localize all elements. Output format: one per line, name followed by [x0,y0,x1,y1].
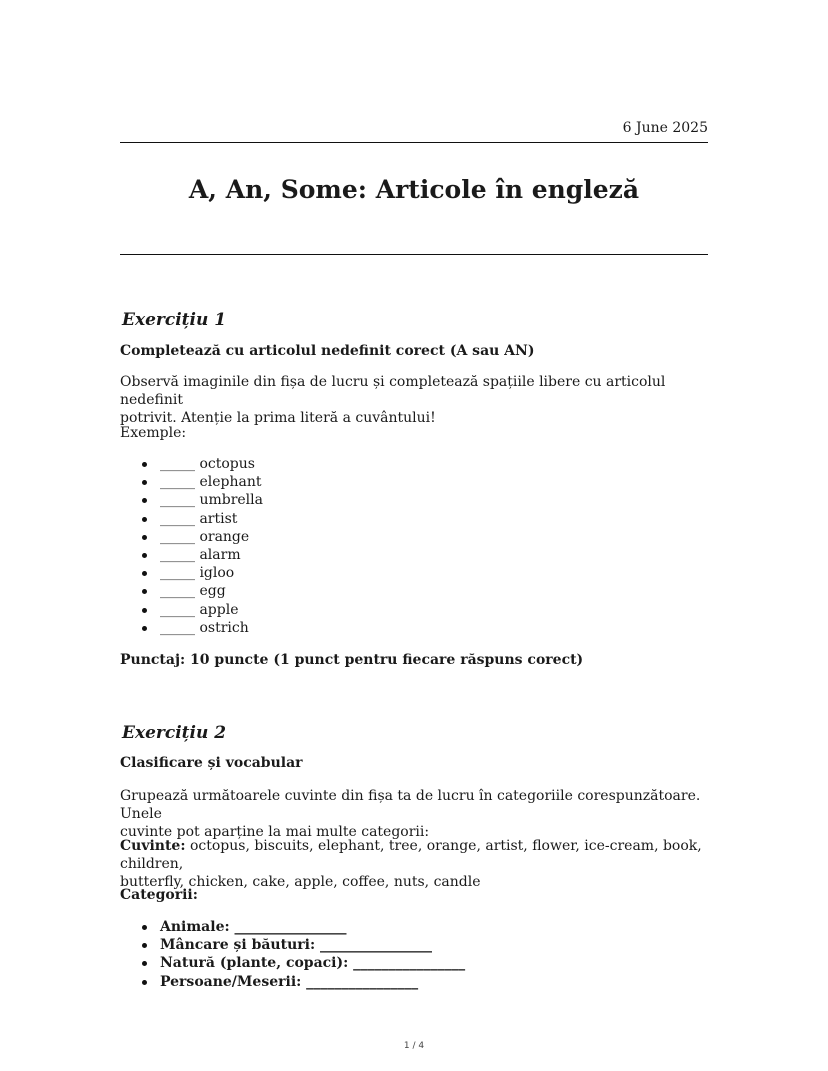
instruction-line: Grupează următoarele cuvinte din fișa ta de lucru în categoriile corespunzătoare. Unele [120,788,701,822]
list-item: _____ elephant [140,473,263,491]
exercise-1-instruction [120,373,708,427]
instruction-line: cuvinte pot aparține la mai multe categorii: [120,824,430,840]
exercise-2-subtitle: Clasificare și vocabular [120,755,303,771]
list-item: _____ alarm [140,546,263,564]
page-number: 1 / 4 [403,1041,425,1051]
list-item: _____ egg [140,582,263,600]
title-rule [120,254,708,255]
category-item: Natură (plante, copaci): ________________ [140,954,465,972]
words-label: Cuvinte: [120,838,186,854]
list-item: _____ artist [140,510,263,528]
exercise-1-subtitle: Completează cu articolul nedefinit corect (A sau AN) [120,343,535,359]
exercise-2-words [120,837,708,891]
list-item: _____ igloo [140,564,263,582]
words-line: butterfly, chicken, cake, apple, coffee, nuts, candle [120,874,481,890]
instruction-line: Observă imaginile din fișa de lucru și completează spațiile libere cu articolul nedefinit [120,374,666,408]
list-item: _____ umbrella [140,491,263,509]
list-item: _____ octopus [140,455,263,473]
list-item: _____ ostrich [140,619,263,637]
instruction-line: potrivit. Atenție la prima literă a cuvântului! [120,410,436,426]
list-item: _____ orange [140,528,263,546]
exercise-1-score: Punctaj: 10 puncte (1 punct pentru fiecare răspuns corect) [120,652,584,668]
exercise-2-heading: Exercițiu 2 [122,723,227,743]
categories-label: Categorii: [120,887,198,903]
category-item: Animale: ________________ [140,918,465,936]
header-rule [120,142,708,143]
categories-list [140,918,465,991]
list-item: _____ apple [140,601,263,619]
category-item: Mâncare și băuturi: ________________ [140,936,465,954]
document-date: 6 June 2025 [622,120,708,136]
words-line [120,837,708,873]
examples-label: Exemple: [120,425,187,441]
document-title: A, An, Some: Articole în engleză [188,175,640,204]
exercise-1-list [140,455,263,637]
exercise-1-heading: Exercițiu 1 [122,310,227,330]
exercise-2-instruction [120,787,708,841]
category-item: Persoane/Meserii: ________________ [140,973,465,991]
words-list: octopus, biscuits, elephant, tree, orange, artist, flower, ice-cream, book, children, [120,838,702,872]
